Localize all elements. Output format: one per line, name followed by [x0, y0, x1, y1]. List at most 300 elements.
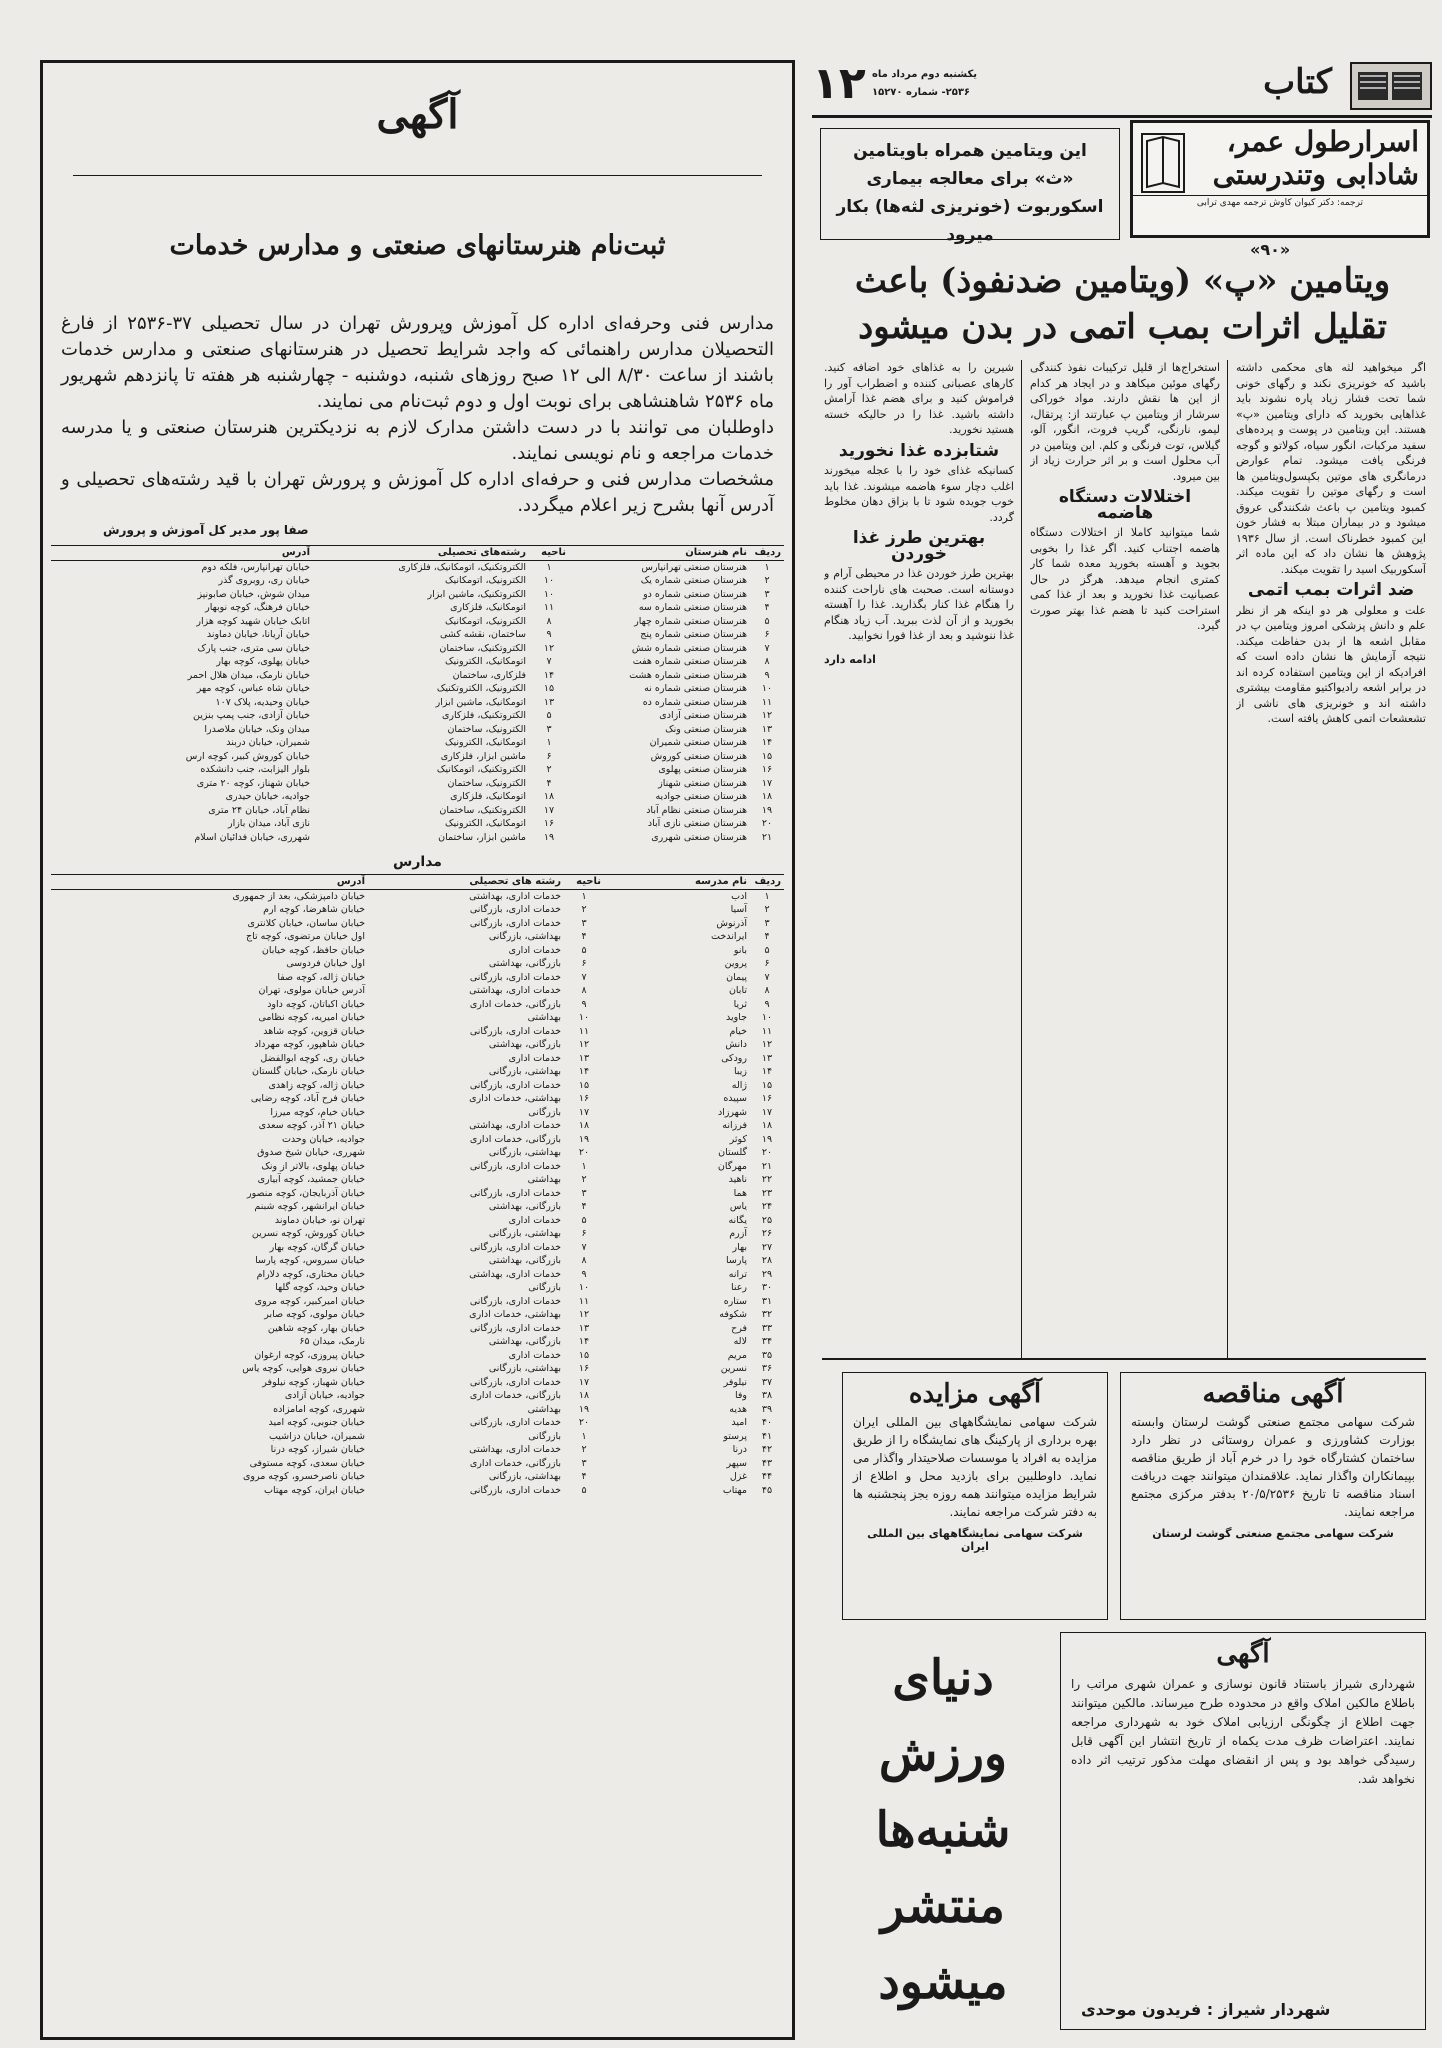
article-headline [815, 258, 1430, 350]
cell-address: شهرری، کوچه امامزاده [273, 1403, 365, 1415]
cell-district: ۲۰ [578, 1147, 590, 1158]
cell-district: ۷ [581, 971, 587, 983]
cell-district: ۱۸ [578, 1390, 590, 1401]
cell-fields: خدمات اداری، بهداشتی [469, 890, 561, 902]
cell-name: شکوفه [719, 1309, 747, 1320]
service-school-row [51, 1065, 784, 1079]
cell-row-number: ۱ [764, 890, 770, 902]
cell-district: ۴ [581, 931, 587, 942]
cell-row-number: ۸ [764, 656, 770, 667]
cell-fields: خدمات اداری [508, 1349, 561, 1361]
service-school-row [51, 1295, 784, 1309]
technical-school-row [51, 642, 784, 656]
cell-address: خیابان آریانا، خیابان دماوند [206, 629, 310, 640]
subhead-no-rush: شتابزده غذا نخورید [838, 440, 1000, 461]
cell-district: ۱۷ [543, 804, 555, 816]
cell-district: ۲۰ [578, 1417, 590, 1428]
sports-line-5: میشود [878, 1954, 1008, 2010]
service-schools-table [51, 874, 784, 1497]
cell-fields: بازرگانی [528, 1106, 561, 1118]
cell-district: ۸ [581, 1255, 587, 1266]
cell-fields: اتومکانیک، فلزکاری [450, 602, 526, 613]
cell-fields: بازرگانی، خدمات اداری [469, 998, 561, 1010]
cell-row-number: ۹ [764, 669, 770, 681]
cell-district: ۴ [581, 1471, 587, 1482]
cell-district: ۱۴ [543, 669, 555, 681]
date-line: یکشنبه دوم مرداد ماه [872, 69, 978, 80]
service-school-row [51, 930, 784, 944]
cell-district: ۱۳ [543, 696, 555, 708]
cell-fields: خدمات اداری، بازرگانی [469, 1160, 561, 1172]
masthead [812, 58, 1432, 118]
cell-name: درنا [732, 1444, 747, 1455]
cell-fields: خدمات اداری، بازرگانی [469, 971, 561, 983]
cell-district: ۱۹ [578, 1403, 590, 1415]
cell-name: فرح [731, 1322, 747, 1334]
cell-row-number: ۲۶ [761, 1228, 773, 1239]
service-school-row [51, 1025, 784, 1039]
cell-district: ۱۰ [543, 588, 555, 600]
episode-number: «۹۰» [1250, 240, 1291, 259]
cell-fields: بازرگانی، بهداشتی [488, 1201, 561, 1212]
cell-address: خیابان ۲۱ آذر، کوچه سعدی [258, 1120, 365, 1131]
cell-fields: الکترونیک، ساختمان [447, 777, 526, 789]
service-school-row [51, 1160, 784, 1174]
cell-name: آذرنوش [716, 917, 747, 929]
cell-address: خیابان مولوی، کوچه صابر [264, 1309, 365, 1320]
cell-fields: ساختمان، نقشه کشی [440, 629, 526, 640]
service-school-row [51, 1011, 784, 1025]
auction-signature: شرکت سهامی نمایشگاههای بین المللی ایران [867, 1527, 1083, 1553]
cell-row-number: ۴ [764, 602, 770, 613]
service-school-row [51, 1470, 784, 1484]
cell-district: ۱ [581, 890, 587, 902]
cell-row-number: ۸ [764, 985, 770, 996]
cell-fields: بهداشتی [527, 1174, 561, 1185]
service-school-row [51, 957, 784, 971]
tender-title: آگهی مناقصه [1202, 1379, 1344, 1409]
col-header-name: نام مدرسه [604, 875, 750, 890]
cell-district: ۱۵ [578, 1079, 590, 1091]
article-col1b-text: علت و معلولی هر دو اینکه هر از نظر علم و دانش پزشکی امروز ویتامین پ در مقابل اشعه ها از بدن حفاظت میکند. نتیجه آزمایش ها نشان داده است که افرادیکه از این ویتامین استفاده کرده اند در برابر اشعه رادیواکتیو مقاومت بیشتری داشته اند و خونریزی های ناشی از تشعشعات اتمی کاهش یافته است. [1236, 603, 1426, 725]
service-school-row [51, 1146, 784, 1160]
cell-district: ۵ [546, 710, 552, 721]
cell-district: ۱۵ [578, 1349, 590, 1361]
cell-name: هنرستان صنعتی شماره دو [643, 588, 747, 600]
cell-row-number: ۲ [764, 904, 770, 915]
service-school-row [51, 1038, 784, 1052]
cell-row-number: ۱۱ [761, 1025, 773, 1037]
cell-name: زیبا [734, 1066, 747, 1077]
cell-name: هنرستان صنعتی شماره نه [644, 683, 747, 694]
cell-district: ۱۰ [578, 1012, 590, 1023]
col-header-row: ردیف [750, 875, 784, 890]
cell-district: ۷ [546, 656, 552, 667]
cell-district: ۱۸ [578, 1120, 590, 1131]
technical-school-row [51, 588, 784, 602]
cell-name: مریم [727, 1349, 747, 1361]
cell-name: گلستان [718, 1147, 747, 1158]
cell-fields: بازرگانی [528, 1430, 561, 1442]
shiraz-signature: شهردار شیراز : فریدون موحدی [1081, 2000, 1331, 2019]
cell-district: ۱۹ [578, 1133, 590, 1145]
service-school-row [51, 1106, 784, 1120]
subhead-bomb: ضد اثرات بمب اتمی [1247, 580, 1415, 600]
cell-fields: بهداشتی [527, 1012, 561, 1023]
cell-fields: الکتروتکنیک، فلزکاری [441, 710, 526, 721]
cell-district: ۱۶ [578, 1363, 590, 1374]
cell-address: خیابان شیراز، کوچه درنا [270, 1444, 365, 1455]
cell-row-number: ۱۷ [761, 777, 773, 789]
cell-address: خیابان شاه عباس، کوچه مهر [196, 683, 310, 694]
cell-address: خیابان ژاله، کوچه صفا [277, 971, 365, 983]
cell-district: ۱۲ [543, 642, 555, 654]
cell-address: خیابان ری، روبروی گذر [218, 575, 310, 586]
cell-row-number: ۲۹ [761, 1268, 773, 1280]
cell-address: میدان شوش، خیابان صابونپز [197, 588, 310, 600]
cell-address: اتابک خیابان شهید کوچه هزار [196, 615, 310, 627]
cell-address: نظام آباد، خیابان ۲۴ متری [208, 804, 310, 816]
cell-name: سپهر [726, 1457, 747, 1469]
cell-name: هدیه [729, 1403, 747, 1415]
cell-row-number: ۲۲ [761, 1174, 773, 1185]
cell-row-number: ۳۸ [761, 1390, 773, 1401]
shiraz-advertisement [1060, 1632, 1426, 2030]
cell-name: مهتاب [722, 1484, 747, 1496]
cell-name: غزل [729, 1471, 747, 1482]
cell-row-number: ۱۶ [761, 1093, 773, 1104]
cell-row-number: ۱۹ [761, 804, 773, 816]
cell-name: بانو [733, 944, 747, 956]
cell-district: ۱ [581, 1430, 587, 1442]
cell-address: خیابان اکباتان، کوچه داود [267, 998, 365, 1010]
cell-fields: خدمات اداری، بازرگانی [469, 1187, 561, 1199]
cell-name: هنرستان صنعتی پهلوی [658, 764, 747, 775]
cell-row-number: ۱۸ [761, 791, 773, 802]
sports-notice [838, 1630, 1048, 2030]
cell-name: لاله [733, 1336, 747, 1347]
cell-fields: خدمات اداری، بهداشتی [469, 985, 561, 996]
cell-district: ۵ [581, 1484, 587, 1496]
cell-name: ترانه [728, 1268, 747, 1280]
service-school-row [51, 1227, 784, 1241]
cell-fields: ماشین ابزار، فلزکاری [440, 750, 526, 762]
cell-district: ۷ [581, 1241, 587, 1253]
cell-fields: بازرگانی، بهداشتی [488, 1336, 561, 1347]
cell-district: ۱۶ [543, 818, 555, 829]
article-col2b-text: شما میتوانید کاملا از اختلالات دستگاه هاضمه اجتناب کنید. اگر غذا را بخوبی بجوید و آهسته بخورید معده شما کار کمتری انجام میدهد. هرگز در حال عصبانیت غذا نخورید و بعد از غذا کمی استراحت کنید تا هضم غذا بهتر صورت گیرد. [1030, 526, 1220, 632]
cell-name: تابان [728, 985, 747, 996]
cell-address: خیابان سیروس، کوچه پارسا [255, 1255, 365, 1266]
cell-name: هنرستان صنعتی نظام آباد [646, 804, 747, 816]
cell-name: هنرستان صنعتی شماره یک [640, 575, 747, 586]
cell-name: هنرستان صنعتی شماره هشت [629, 669, 747, 681]
cell-fields: بازرگانی، خدمات اداری [469, 1133, 561, 1145]
cell-row-number: ۴ [764, 931, 770, 942]
cell-address: شمیران، خیابان دزاشیب [268, 1430, 365, 1442]
headline-line-2: تقلیل اثرات بمب اتمی در بدن میشود [858, 307, 1387, 347]
col-header-fields: رشته‌های تحصیلی [313, 546, 529, 561]
service-school-row [51, 1254, 784, 1268]
book-title-line-1: اسرارطول عمر، [1226, 125, 1419, 158]
cell-name: ثریا [733, 998, 747, 1010]
cell-fields: الکترونیک، الکتروتکنیک [436, 683, 526, 694]
cell-row-number: ۶ [764, 629, 770, 640]
service-school-row [51, 984, 784, 998]
registration-intro-1: مدارس فنی وحرفه‌ای اداره کل آموزش وپرورش تهران در سال تحصیلی ۳۷-۲۵۳۶ از فارغ التحصیلان مدارس راهنمائی که واجد شرایط تحصیل در هنرستانهای صنعتی و مدارس خدمات باشند از ساعت ۸/۳۰ الی ۱۲ صبح روزهای شنبه، دوشنبه - چهارشنبه هر هفته تا پانزدهم شهریور ماه ۲۵۳۶ شاهنشاهی برای نوبت اول و دوم ثبت‌نام می نمایند. [61, 313, 775, 412]
cell-name: یگانه [728, 1214, 747, 1226]
technical-school-row [51, 601, 784, 615]
cell-district: ۱۷ [578, 1376, 590, 1388]
cell-district: ۱۲ [578, 1309, 590, 1320]
col-header-address: آدرس [51, 546, 313, 561]
cell-row-number: ۳۴ [761, 1336, 773, 1347]
cell-address: شمیران، خیابان دربند [226, 737, 310, 748]
cell-name: نیلوفر [723, 1376, 747, 1388]
col-header-fields: رشته های تحصیلی [368, 875, 564, 890]
service-school-row [51, 1403, 784, 1417]
tender-signature: شرکت سهامی مجتمع صنعتی گوشت لرستان [1152, 1527, 1394, 1540]
cell-district: ۸ [546, 615, 552, 627]
cell-address: خیابان تهرانپارس، فلکه دوم [201, 561, 310, 573]
cell-row-number: ۱۴ [761, 737, 773, 748]
cell-district: ۳ [581, 1187, 587, 1199]
book-logo-icon [1352, 64, 1430, 108]
cell-district: ۳ [581, 1457, 587, 1469]
cell-row-number: ۷ [764, 642, 770, 654]
shiraz-title: آگهی [1216, 1639, 1270, 1669]
cell-fields: بهداشتی، خدمات اداری [469, 1093, 561, 1104]
to-be-continued: ادامه دارد [824, 652, 876, 666]
shiraz-body: شهرداری شیراز باستناد قانون نوسازی و عمران شهری مراتب را باطلاع مالکین املاک واقع در محدوده طرح میرساند. مالکین میتوانند جهت اطلاع از چگونگی ارزیابی املاک خود به شهرداری مراجعه نمایند. اعتراضات ظرف مدت یکماه از تاریخ انتشار این آگهی قابل رسیدگی خواهد بود و پس از انقضای مهلت مذکور ترتیب اثر داده نخواهد شد. [1071, 1677, 1415, 1786]
service-school-row [51, 1376, 784, 1390]
service-school-row [51, 971, 784, 985]
technical-school-row [51, 655, 784, 669]
cell-fields: خدمات اداری [508, 1214, 561, 1226]
cell-district: ۴ [546, 777, 552, 789]
cell-address: خیابان پهلوی، کوچه بهار [216, 656, 310, 667]
cell-fields: خدمات اداری، بهداشتی [469, 1268, 561, 1280]
cell-address: جوادیه، خیابان وحدت [281, 1133, 365, 1145]
cell-address: خیابان شاهرضا، کوچه ارم [263, 904, 365, 915]
cell-fields: فلزکاری، ساختمان [452, 669, 526, 681]
cell-address: خیابان سی متری، جنب پارک [197, 642, 310, 654]
cell-row-number: ۲۴ [761, 1201, 773, 1212]
cell-address: شهرری، خیابان فدائیان اسلام [194, 831, 310, 843]
cell-district: ۳ [546, 723, 552, 735]
technical-school-row [51, 574, 784, 588]
article-col3b-text: کسانیکه غذای خود را با عجله میخورند اغلب دچار سوء هاضمه میشوند. غذا باید خوب جویده شود تا با بزاق دهان مخلوط گردد. [824, 464, 1014, 524]
cell-district: ۱۹ [543, 831, 555, 843]
cell-address: خیابان پهلوی، بالاتر از ونک [261, 1160, 365, 1172]
registration-intro-3: مشخصات مدارس فنی و حرفه‌ای اداره کل آموزش و پرورش تهران با قید رشته‌های تحصیلی و آدرس آنها بشرح زیر اعلام میگردد. [61, 469, 774, 516]
article-column-3 [824, 360, 1014, 1350]
cell-fields: خدمات اداری، بازرگانی [469, 1241, 561, 1253]
col-header-row: ردیف [750, 546, 784, 561]
vitamin-summary-box [820, 128, 1120, 245]
cell-fields: خدمات اداری [508, 944, 561, 956]
cell-row-number: ۱۰ [761, 1012, 773, 1023]
cell-name: مهرگان [717, 1160, 747, 1172]
cell-address: خیابان جمشید، کوچه آبیاری [257, 1174, 365, 1185]
cell-row-number: ۱۹ [761, 1133, 773, 1145]
cell-fields: بازرگانی، خدمات اداری [469, 1390, 561, 1401]
cell-address: خیابان پیروزی، کوچه ارغوان [254, 1349, 365, 1361]
cell-fields: خدمات اداری [508, 1052, 561, 1064]
cell-name: سپیده [723, 1093, 747, 1104]
cell-fields: بهداشتی، بازرگانی [488, 1228, 561, 1239]
cell-row-number: ۲۱ [761, 1160, 773, 1172]
cell-address: نارمک، میدان ۶۵ [299, 1336, 365, 1347]
cell-name: پیمان [726, 971, 747, 983]
col-header-district: ناحیه [529, 546, 569, 561]
cell-district: ۱۱ [543, 602, 555, 613]
book-credit: ترجمه: دکتر کیوان کاوش ترجمه مهدی ترابی [1133, 195, 1427, 208]
cell-address: خیابان حافظ، کوچه خیابان [261, 944, 365, 956]
cell-row-number: ۳ [764, 588, 770, 600]
cell-name: آسیا [730, 904, 747, 915]
cell-name: هنرستان صنعتی ونک [665, 723, 747, 735]
registration-advertisement [40, 60, 795, 2040]
cell-district: ۱ [546, 737, 552, 748]
cell-district: ۲ [581, 1174, 587, 1185]
cell-district: ۶ [546, 750, 552, 762]
cell-district: ۳ [581, 917, 587, 929]
cell-row-number: ۱۳ [761, 723, 773, 735]
cell-address: خیابان کوروش کبیر، کوچه ارس [185, 750, 310, 762]
tender-advertisement [1120, 1372, 1426, 1620]
cell-district: ۱۳ [578, 1052, 590, 1064]
technical-school-row [51, 696, 784, 710]
cell-name: هنرستان صنعتی نازی آباد [647, 818, 747, 829]
book-title-line-2: شادابی وتندرستی [1212, 158, 1419, 191]
cell-fields: بازرگانی [528, 1282, 561, 1293]
technical-schools-table [51, 545, 784, 844]
cell-name: پروین [724, 958, 747, 969]
cell-address: خیابان آزادی، جنب پمپ بنزین [193, 710, 310, 721]
cell-fields: بهداشتی، بازرگانی [488, 1147, 561, 1158]
cell-address: نازی آباد، میدان بازار [227, 818, 310, 829]
cell-name: پرستو [723, 1430, 747, 1442]
registration-signature: صفا پور مدیر کل آموزش و پرورش [103, 523, 309, 537]
cell-row-number: ۲۱ [761, 831, 773, 843]
cell-name: هنرستان صنعتی کوروش [650, 750, 747, 762]
cell-district: ۶ [581, 1228, 587, 1239]
service-school-row [51, 1119, 784, 1133]
cell-fields: خدمات اداری، بازرگانی [469, 917, 561, 929]
cell-name: هنرستان صنعتی شماره شش [631, 642, 747, 654]
cell-fields: بهداشتی [527, 1403, 561, 1415]
service-school-row [51, 1457, 784, 1471]
cell-row-number: ۱۰ [761, 683, 773, 694]
cell-fields: ماشین ابزار، ساختمان [438, 831, 526, 843]
cell-row-number: ۳۹ [761, 1403, 773, 1415]
cell-address: خیابان ری، کوچه ابوالفضل [260, 1052, 365, 1064]
cell-address: آدرس خیابان مولوی، تهران [258, 985, 365, 996]
cell-fields: اتومکانیک، فلزکاری [450, 791, 526, 802]
cell-address: خیابان وحید، کوچه گلها [275, 1282, 365, 1293]
service-school-row [51, 1173, 784, 1187]
cell-address: خیابان گرگان، کوچه بهار [269, 1241, 365, 1253]
cell-district: ۵ [581, 1214, 587, 1226]
service-school-row [51, 1335, 784, 1349]
cell-address: خیابان وحیدیه، پلاک ۱۰۷ [215, 696, 310, 708]
cell-district: ۱۶ [578, 1093, 590, 1104]
service-school-row [51, 1187, 784, 1201]
tender-body: شرکت سهامی مجتمع صنعتی گوشت لرستان وابسته بوزارت کشاورزی و عمران روستائی در نظر دارد ساختمان کشتارگاه خود را در خرم آباد از طریق مناقصه بپیمانکاران واگذار نماید. علاقمندان میتوانند جهت دریافت اسناد مناقصه تا تاریخ ۲۰/۵/۲۵۳۶ بدفتر مرکزی مجتمع مراجعه نمایند. [1131, 1415, 1415, 1519]
service-school-row [51, 1308, 784, 1322]
cell-address: خیابان فرح آباد، کوچه رضایی [250, 1093, 365, 1104]
cell-row-number: ۱۲ [761, 710, 773, 721]
cell-fields: خدمات اداری، بازرگانی [469, 1484, 561, 1496]
cell-district: ۱۷ [578, 1106, 590, 1118]
registration-ad-header: آگهی [376, 91, 459, 138]
cell-address: خیابان ژاله، کوچه زاهدی [268, 1079, 365, 1091]
cell-address: خیابان کوروش، کوچه نسرین [251, 1228, 365, 1239]
cell-row-number: ۳۱ [761, 1295, 773, 1307]
cell-fields: الکتروتکنیک، ساختمان [439, 804, 526, 816]
cell-row-number: ۳۵ [761, 1349, 773, 1361]
technical-school-row [51, 777, 784, 791]
cell-row-number: ۱۲ [761, 1039, 773, 1050]
vitamin-summary-text: این ویتامین همراه باویتامین «ث» برای معالجه بیماری اسکوربوت (خونریزی لثه‌ها) بکار میرود [836, 141, 1104, 245]
cell-fields: الکتروتکنیک، ماشین ابزار [427, 588, 526, 600]
cell-district: ۱۰ [578, 1282, 590, 1293]
cell-name: خیام [729, 1025, 747, 1037]
technical-school-row [51, 790, 784, 804]
cell-district: ۲ [581, 1444, 587, 1455]
cell-row-number: ۱۴ [761, 1066, 773, 1077]
cell-row-number: ۳ [764, 917, 770, 929]
cell-address: خیابان آذربایجان، کوچه منصور [246, 1187, 365, 1199]
cell-address: خیابان ناصرخسرو، کوچه مروی [242, 1471, 365, 1482]
cell-name: نسرین [720, 1363, 747, 1374]
cell-name: پارسا [726, 1255, 747, 1266]
registration-intro-2: داوطلبان می توانند با در دست داشتن مدارک لازم به نزدیکترین هنرستان صنعتی و یا مدرسه خدمات مراجعه و نام نویسی نمایند. [61, 417, 774, 464]
technical-school-row [51, 669, 784, 683]
service-school-row [51, 1389, 784, 1403]
cell-fields: خدمات اداری، بازرگانی [469, 1025, 561, 1037]
service-school-row [51, 917, 784, 931]
service-school-row [51, 1052, 784, 1066]
col-header-address: آدرس [51, 875, 368, 890]
article-col1-text: اگر میخواهید لثه های محکمی داشته باشید که خونریزی نکند و رگهای خونی شما تحت فشار زیاد پاره نشوند باید غذاهایی بخورید که دارای ویتامین «پ» هستند. این ویتامین در پوست و پرده‌های سفید مرکبات، انگور سیاه، کولاتو و گوجه فرنگی یافت میشود. تمام عوارض درمانگری های موتین بکپسول‌ویتامین ها است و رگهای موتین را تقویت میکند. کمبود ویتامین پ باعث شکنندگی عروق میشود و در بیماران مبتلا به فشار خون این کمبود خطرناک است. از سال ۱۹۳۶ پژوهش ها نشان داد که این ماده اثر آسکوربیک اسید را تقویت میکند. [1236, 361, 1426, 576]
cell-fields: خدمات اداری، بازرگانی [469, 1376, 561, 1388]
registration-title: ثبت‌نام هنرستانهای صنعتی و مدارس خدمات [169, 230, 666, 261]
cell-address: خیابان شاهپور، کوچه مهرداد [254, 1039, 365, 1050]
technical-school-row [51, 804, 784, 818]
auction-advertisement [842, 1372, 1108, 1620]
headline-line-1: ویتامین «پ» (ویتامین ضدنفوذ) باعث [854, 261, 1391, 301]
cell-row-number: ۷ [764, 971, 770, 983]
cell-name: هنرستان صنعتی شماره هفت [632, 656, 747, 667]
cell-address: خیابان نیروی هوایی، کوچه یاس [242, 1363, 365, 1374]
service-school-row [51, 1484, 784, 1498]
technical-school-row [51, 615, 784, 629]
cell-name: هنرستان صنعتی شمیران [649, 737, 747, 748]
cell-fields: خدمات اداری، بازرگانی [469, 1417, 561, 1428]
service-school-row [51, 1079, 784, 1093]
cell-district: ۱۴ [578, 1336, 590, 1347]
cell-row-number: ۱۵ [761, 1079, 773, 1091]
technical-school-row [51, 723, 784, 737]
cell-fields: اتومکانیک، ماشین ابزار [435, 696, 526, 708]
cell-district: ۱۵ [543, 683, 555, 694]
service-school-row [51, 1322, 784, 1336]
cell-district: ۱۲ [578, 1039, 590, 1050]
sports-line-3: شنبه‌ها [875, 1802, 1011, 1858]
cell-address: خیابان نارمک، میدان هلال احمر [187, 669, 310, 681]
